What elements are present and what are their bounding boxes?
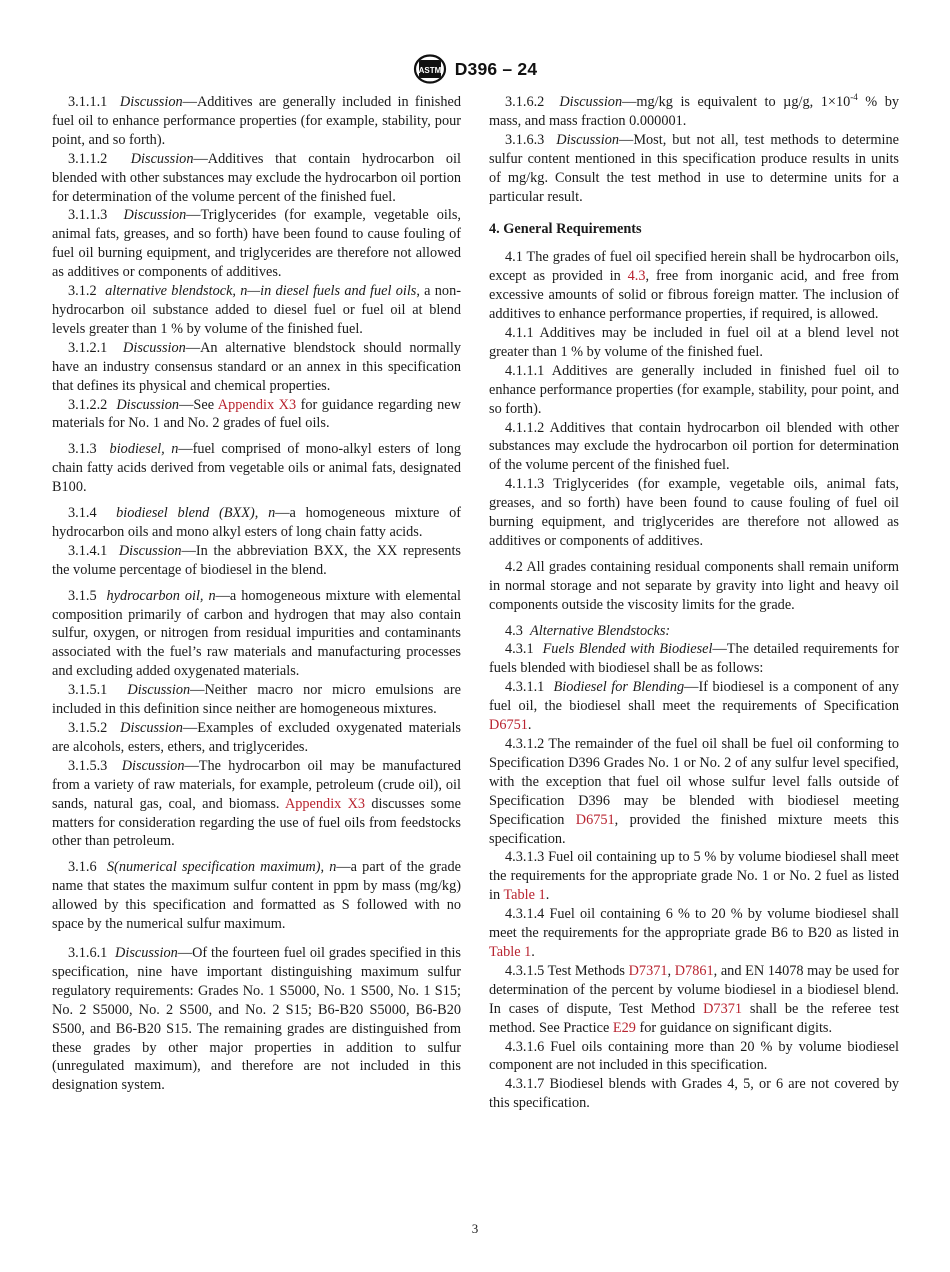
appendix-x3-link[interactable]: Appendix X3 [284,795,366,812]
d7371-link[interactable]: D7371 [628,962,668,979]
d7861-link[interactable]: D7861 [674,962,714,979]
paragraph-3-1-6-3: 3.1.6.3 Discussion—Most, but not all, test methods to determine sulfur content mentioned in this specification produce results in units of mg/kg. Consult the test method in use to determine units for a particular result. [489,131,899,205]
table-1-link[interactable]: Table 1 [503,887,546,904]
paragraph-4-1-1-3: 4.1.1.3 Triglycerides (for example, vegetable oils, animal fats, greases, and so forth) have been found to cause fouling of fuel oil burning equipment, and triglycerides are therefore not allowed as additives or components of additives. [489,476,899,549]
paragraph-3-1-4: 3.1.4 biodiesel blend (BXX), n—a homogeneous mixture of hydrocarbon oils and mono alkyl esters of long chain fatty acids. [52,505,461,540]
d6751-link[interactable]: D6751 [489,717,528,734]
astm-logo-icon [413,54,447,84]
paragraph-3-1-6-2: 3.1.6.2 Discussion—mg/kg is equivalent to µg/g, $1\times 10^{-4}$ % by mass, and mass fraction 0.000001. [489,92,900,129]
paragraph-4-3-1: 4.3.1 Fuels Blended with Biodiesel—The detailed requirements for fuels blended with biodiesel shall be as follows: [489,641,899,677]
paragraph-4-1-1: 4.1.1 Additives may be included in fuel oil at a blend level not greater than 1 % by volume of the finished fuel. [489,324,899,360]
paragraph-3-1-2: 3.1.2 alternative blendstock, n—in diesel fuels and fuel oils, a non-hydrocarbon oil substance added to diesel fuel or fuel oil at blend levels greater than 1 % by volume of the finished fuel. [52,283,461,337]
page-number: 3 [471,1221,479,1236]
left-column [52,93,461,1095]
paragraph-4-3-1-3: 4.3.1.3 Fuel oil containing up to 5 % by volume biodiesel shall meet the requirements for the appropriate grade No. 1 or No. 2 fuel as listed in Table 1. [489,849,899,904]
paragraph-4-3-1-5: 4.3.1.5 Test Methods D7371, D7861, and EN 14078 may be used for determination of the percent by volume biodiesel in a biodiesel blend. In cases of dispute, Test Method D7371 shall be the referee test method. See Practice E29 for guidance on significant digits. [489,962,900,1036]
paragraph-4-3-1-4: 4.3.1.4 Fuel oil containing 6 % to 20 % by volume biodiesel shall meet the requirements for the appropriate grade B6 to B20 as listed in Table 1. [489,906,899,960]
paragraph-3-1-1-2: 3.1.1.2 Discussion—Additives that contain hydrocarbon oil blended with other substances may exclude the hydrocarbon oil portion for determination of the volume percent of the finished fuel. [52,150,461,205]
paragraph-4-3-1-2: 4.3.1.2 The remainder of the fuel oil shall be fuel oil conforming to Specification D396 Grades No. 1 or No. 2 of any sulfur level specified, with the exception that fuel oil whose sulfur level falls outside of Specification D396 may be blended with biodiesel meeting Specification D6751, provided the finished mixture meets this specification. [489,736,899,847]
paragraph-4-3: 4.3 Alternative Blendstocks: [505,622,671,639]
paragraph-4-1-1-2: 4.1.1.2 Additives that contain hydrocarbon oil blended with other substances may exclude the hydrocarbon oil portion for determination of the volume percent of the finished fuel. [489,419,899,474]
paragraph-3-1-4-1: 3.1.4.1 Discussion—In the abbreviation BXX, the XX represents the volume percentage of biodiesel in the blend. [52,542,461,578]
page-header [0,54,950,84]
document-designation: D396 – 24 [454,58,538,79]
right-column [489,93,899,1113]
e29-link[interactable]: E29 [612,1019,636,1036]
d7371-link[interactable]: D7371 [703,1000,743,1017]
paragraph-3-1-1-1: 3.1.1.1 Discussion—Additives are generally included in finished fuel oil to enhance performance properties (for example, stability, pour point, and so forth). [52,94,461,148]
paragraph-3-1-6: 3.1.6 S(numerical specification maximum), n—a part of the grade name that states the maximum sulfur content in ppm by mass (mg/kg) allowed by this specification and formatted as S followed with no space by the numerical sulfur maximum. [52,859,461,933]
paragraph-4-2: 4.2 All grades containing residual components shall remain uniform in normal storage and not separate by gravity into light and heavy oil components outside the viscosity limits for the grade. [489,558,899,613]
paragraph-4-3-1-6: 4.3.1.6 Fuel oils containing more than 20 % by volume biodiesel component are not included in this specification. [489,1038,899,1074]
paragraph-4-1-1-1: 4.1.1.1 Additives are generally included in finished fuel oil to enhance performance properties (for example, stability, pour point, and so forth). [489,362,899,417]
paragraph-3-1-5-3: 3.1.5.3 Discussion—The hydrocarbon oil may be manufactured from a variety of raw materials, for example, petroleum (crude oil), oil sands, natural gas, coal, and biomass. Appendix X3 discusses some matters for consideration regarding the use of fuel oils from feedstocks other than petroleum. [52,757,461,850]
paragraph-3-1-6-1: 3.1.6.1 Discussion—Of the fourteen fuel oil grades specified in this specification, nine have important distinguishing maximum sulfur regulatory requirements: Grades No. 1 S5000, No. 1 S500, No. 1 S15; No. 2 S5000, No. 2 S500, and No. 2 S15; B6-B20 S5000, B6-B20 S500, and B6-B20 S15. The remaining grades are distinguished from these grades by other major properties in addition to sulfur (unregulated maximum), and therefore are not included in this designation system. [52,944,461,1094]
d6751-link[interactable]: D6751 [575,811,615,828]
section-4-3-link[interactable]: 4.3 [627,268,646,285]
paragraph-3-1-1-3: 3.1.1.3 Discussion—Triglycerides (for example, vegetable oils, animal fats, greases, and so forth) have been found to cause fouling of fuel oil burning equipment, and triglycerides are therefore not allowed as additives or components of additives. [52,207,461,281]
paragraph-3-1-2-1: 3.1.2.1 Discussion—An alternative blendstock should normally have an industry consensus standard or an annex in this specification that defines its physical and chemical properties. [52,339,461,394]
paragraph-3-1-5-1: 3.1.5.1 Discussion—Neither macro nor micro emulsions are included in this definition since neither are homogeneous mixtures. [52,682,461,718]
section-heading-general-requirements: 4. General Requirements [489,221,642,238]
paragraph-3-1-5: 3.1.5 hydrocarbon oil, n—a homogeneous mixture with elemental composition primarily of carbon and hydrogen that may also contain sulfur, oxygen, or nitrogen from residual impurities and contaminants associated with the fuel’s raw materials and manufacturing processes and excluding added oxygenated materials. [52,587,461,680]
paragraph-3-1-5-2: 3.1.5.2 Discussion—Examples of excluded oxygenated materials are alcohols, esters, ethers, and triglycerides. [52,720,461,755]
table-1-link[interactable]: Table 1 [489,943,532,960]
paragraph-3-1-2-2: 3.1.2.2 Discussion—See Appendix X3 for guidance regarding new materials for No. 1 and No. 2 grades of fuel oils. [52,396,461,432]
paragraph-4-1: 4.1 The grades of fuel oil specified herein shall be hydrocarbon oils, except as provided in 4.3, free from inorganic acid, and free from excessive amounts of solid or fibrous foreign matter. The inclusion of additives to enhance performance properties, if required, is allowed. [489,249,899,323]
paragraph-4-3-1-1: 4.3.1.1 Biodiesel for Blending—If biodiesel is a component of any fuel oil, the biodiesel shall meet the requirements of Specification D6751. [489,679,899,734]
paragraph-4-3-1-7: 4.3.1.7 Biodiesel blends with Grades 4, 5, or 6 are not covered by this specification. [489,1076,899,1112]
paragraph-3-1-3: 3.1.3 biodiesel, n—fuel comprised of mono-alkyl esters of long chain fatty acids derived from vegetable oils or animal fats, designated B100. [52,441,461,496]
appendix-x3-link[interactable]: Appendix X3 [217,396,297,413]
svg-text:ASTM: ASTM [418,66,442,75]
